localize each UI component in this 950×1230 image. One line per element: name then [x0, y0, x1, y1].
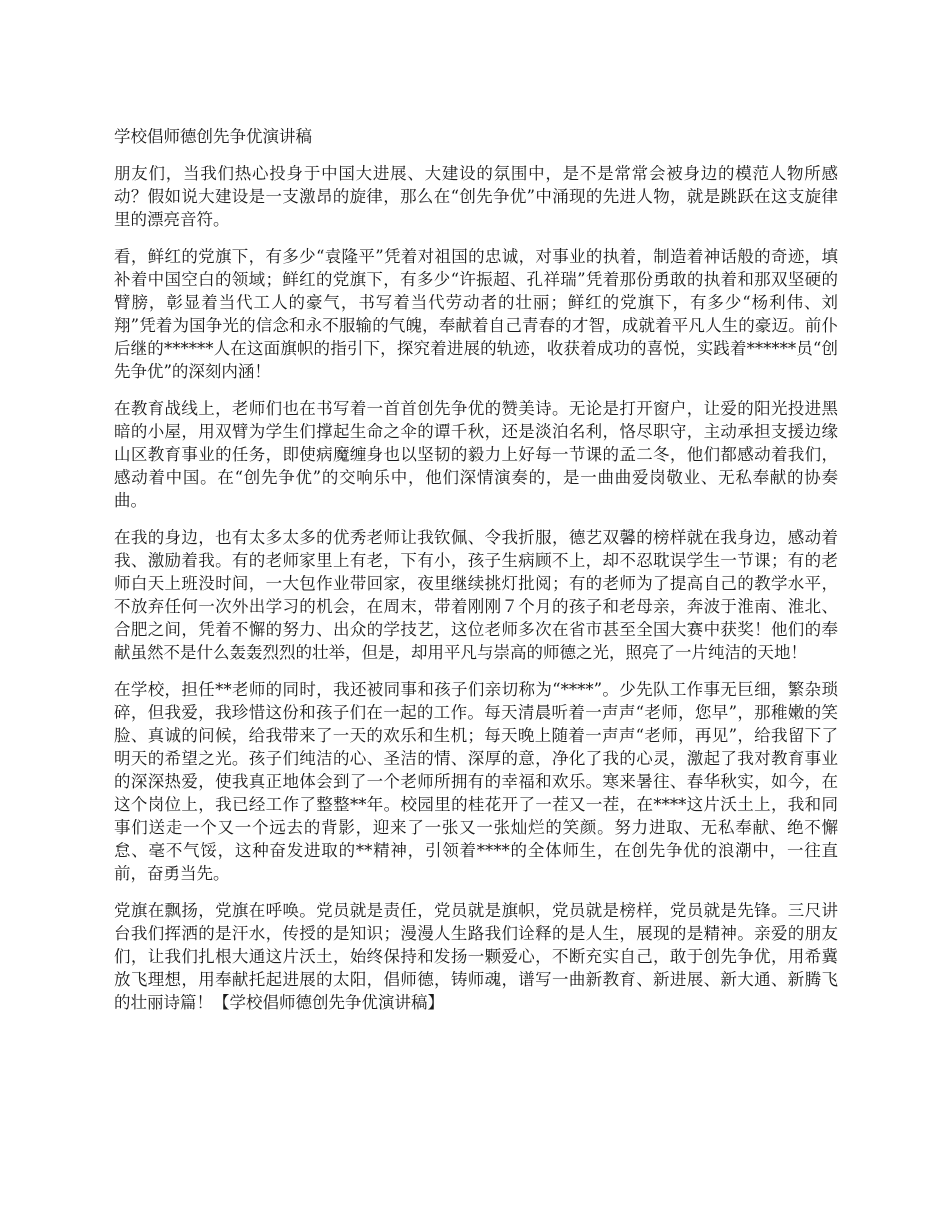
- document-title: 学校倡师德创先争优演讲稿: [114, 127, 312, 146]
- paragraph-colleagues: 在我的身边，也有太多太多的优秀老师让我钦佩、令我折服，德艺双馨的榜样就在我身边，感动着我、激励着我。有的老师家里上有老，下有小，孩子生病顾不上，却不忍耽误学生一节课；有的老师白天上班没时间，一大包作业带回家，夜里继续挑灯批阅；有的老师为了提高自己的教学水平，不放弃任何一次外出学习的机会，在周末，带着刚刚７个月的孩子和老母亲，奔波于淮南、淮北、合肥之间，凭着不懈的努力、出众的学技艺，这位老师多次在省市甚至全国大赛中获奖！他们的奉献虽然不是什么轰轰烈烈的壮举，但是，却用平凡与崇高的师德之光，照亮了一片纯洁的天地！: [114, 528, 838, 662]
- paragraph-closing: 党旗在飘扬，党旗在呼唤。党员就是责任，党员就是旗帜，党员就是榜样，党员就是先锋。三尺讲台我们挥洒的是汗水，传授的是知识；漫漫人生路我们诠释的是人生，展现的是精神。亲爱的朋友们，让我们扎根大通这片沃土，始终保持和发扬一颗爱心，不断充实自己，敢于创先争优，用希冀放飞理想，用奉献托起进展的太阳，倡师德，铸师魂，谱写一曲新教育、新进展、新大通、新腾飞的壮丽诗篇！【学校倡师德创先争优演讲稿】: [114, 901, 838, 1012]
- paragraph-my-school: 在学校，担任**老师的同时，我还被同事和孩子们亲切称为“****”。少先队工作事无巨细，繁杂琐碎，但我爱，我珍惜这份和孩子们在一起的工作。每天清晨听着一声声“老师，您早”，那稚嫩的笑脸、真诚的问候，给我带来了一天的欢乐和生机；每天晚上随着一声声“老师，再见”，给我留下了明天的希望之光。孩子们纯洁的心、圣洁的情、深厚的意，净化了我的心灵，激起了我对教育事业的深深热爱，使我真正地体会到了一个老师所拥有的幸福和欢乐。寒来暑往、春华秋实，如今，在这个岗位上，我已经工作了整整**年。校园里的桂花开了一茬又一茬，在****这片沃土上，我和同事们送走一个又一个远去的背影，迎来了一张又一张灿烂的笑颜。努力进取、无私奉献、绝不懈怠、毫不气馁，这种奋发进取的**精神，引领着****的全体师生，在创先争优的浪潮中，一往直前，奋勇当先。: [114, 680, 838, 883]
- document-page: [114, 125, 838, 1028]
- paragraph-education-front: 在教育战线上，老师们也在书写着一首首创先争优的赞美诗。无论是打开窗户，让爱的阳光投进黑暗的小屋，用双臂为学生们撑起生命之伞的谭千秋，还是淡泊名利，恪尽职守，主动承担支援边缘山区教育事业的任务，即使病魔缠身也以坚韧的毅力上好每一节课的孟二冬，他们都感动着我们，感动着中国。在“创先争优”的交响乐中，他们深情演奏的，是一曲曲爱岗敬业、无私奉献的协奏曲。: [114, 399, 838, 510]
- paragraph-intro: 朋友们，当我们热心投身于中国大进展、大建设的氛围中，是不是常常会被身边的模范人物所感动？假如说大建设是一支激昂的旋律，那么在“创先争优”中涌现的先进人物，就是跳跃在这支旋律里的漂亮音符。: [114, 164, 838, 229]
- paragraph-party-flag-heroes: 看，鲜红的党旗下，有多少“袁隆平”凭着对祖国的忠诚，对事业的执着，制造着神话般的奇迹，填补着中国空白的领域；鲜红的党旗下，有多少“许振超、孔祥瑞”凭着那份勇敢的执着和那双坚硬的臂膀，彰显着当代工人的豪气，书写着当代劳动者的壮丽；鲜红的党旗下，有多少“杨利伟、刘翔”凭着为国争光的信念和永不服输的气魄，奉献着自己青春的才智，成就着平凡人生的豪迈。前仆后继的******人在这面旗帜的指引下，探究着进展的轨迹，收获着成功的喜悦，实践着******员“创先争优”的深刻内涵！: [114, 247, 838, 381]
